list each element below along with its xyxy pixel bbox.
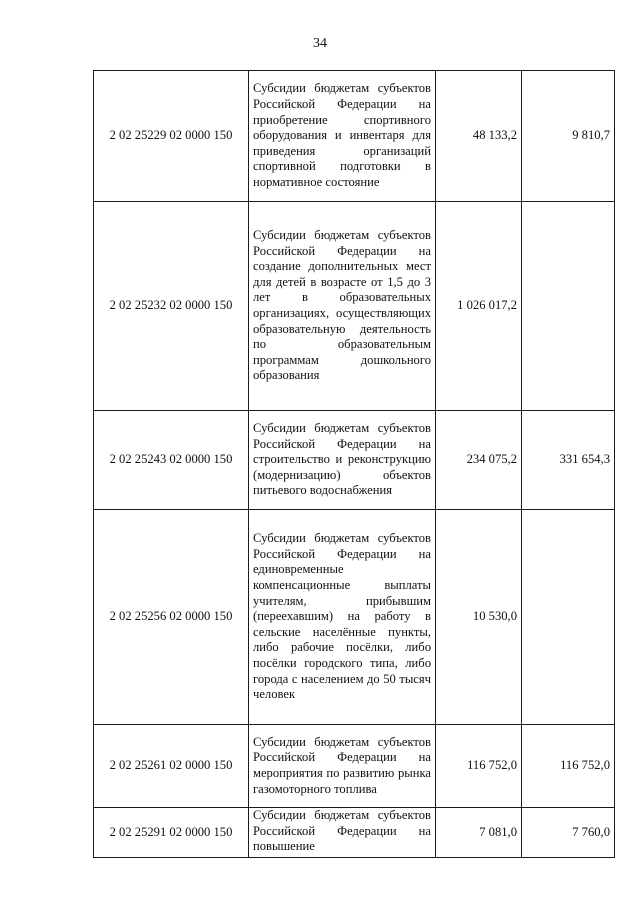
amount-first-year: 7 081,0 [436, 808, 522, 858]
amount-first-year: 48 133,2 [436, 71, 522, 202]
budget-classification-code: 2 02 25232 02 0000 150 [94, 202, 249, 411]
budget-classification-code: 2 02 25261 02 0000 150 [94, 725, 249, 808]
table-row [94, 202, 615, 411]
amount-second-year: 116 752,0 [522, 725, 615, 808]
revenue-name: Субсидии бюджетам субъектов Российской Федерации на повышение [249, 808, 436, 858]
revenue-name: Субсидии бюджетам субъектов Российской Федерации на создание дополнительных мест для детей в возрасте от 1,5 до 3 лет в образовательных организациях, осуществляющих образовательную деятельность по образовательным программам дошкольного образования [249, 202, 436, 411]
amount-second-year: 7 760,0 [522, 808, 615, 858]
table-row [94, 510, 615, 725]
budget-revenue-table [93, 70, 615, 858]
revenue-name: Субсидии бюджетам субъектов Российской Федерации на единовременные компенсационные выплаты учителям, прибывшим (переехавшим) на работу в сельские населённые пункты, либо рабочие посёлки, либо посёлки городского типа, либо города с населением до 50 тысяч человек [249, 510, 436, 725]
amount-first-year: 1 026 017,2 [436, 202, 522, 411]
revenue-name: Субсидии бюджетам субъектов Российской Федерации на приобретение спортивного оборудования и инвентаря для приведения организаций спортивной подготовки в нормативное состояние [249, 71, 436, 202]
amount-first-year: 234 075,2 [436, 411, 522, 510]
budget-classification-code: 2 02 25243 02 0000 150 [94, 411, 249, 510]
page-number: 34 [313, 36, 327, 51]
table-row [94, 808, 615, 858]
budget-classification-code: 2 02 25229 02 0000 150 [94, 71, 249, 202]
table-row [94, 411, 615, 510]
amount-second-year: 9 810,7 [522, 71, 615, 202]
budget-classification-code: 2 02 25256 02 0000 150 [94, 510, 249, 725]
amount-second-year: 331 654,3 [522, 411, 615, 510]
amount-second-year [522, 510, 615, 725]
revenue-name: Субсидии бюджетам субъектов Российской Федерации на мероприятия по развитию рынка газомоторного топлива [249, 725, 436, 808]
budget-classification-code: 2 02 25291 02 0000 150 [94, 808, 249, 858]
revenue-name: Субсидии бюджетам субъектов Российской Федерации на строительство и реконструкцию (модернизацию) объектов питьевого водоснабжения [249, 411, 436, 510]
table-row [94, 725, 615, 808]
amount-first-year: 10 530,0 [436, 510, 522, 725]
amount-first-year: 116 752,0 [436, 725, 522, 808]
amount-second-year [522, 202, 615, 411]
table-row [94, 71, 615, 202]
